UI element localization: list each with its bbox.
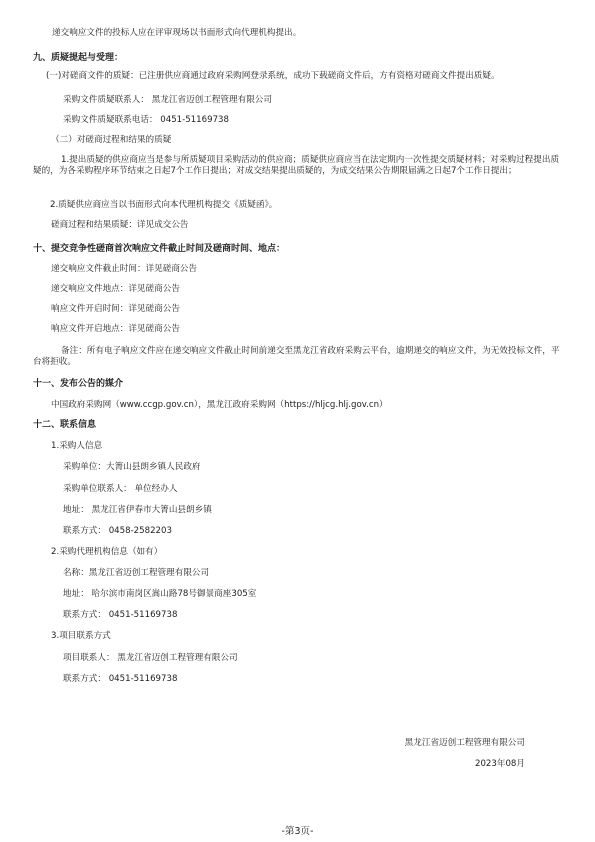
buyer-contact: 采购单位联系人： 单位经办人 — [63, 484, 178, 494]
signature-date: 2023年08月 — [475, 759, 525, 769]
section9-para1: (一)对磋商文件的质疑：已注册供应商通过政府采购网登录系统，成功下载磋商文件后，方有资格对磋商文件提出质疑。 — [46, 71, 500, 81]
buyer-address: 地址： 黑龙江省伊春市大箐山县朗乡镇 — [63, 505, 212, 515]
section9-item2: 2.质疑供应商应当以书面形式向本代理机构提交《质疑函》。 — [50, 200, 278, 210]
agency-phone: 联系方式： 0451-51169738 — [63, 610, 178, 620]
section10-open-time: 响应文件开启时间：详见磋商公告 — [51, 304, 180, 314]
section10-deadline: 递交响应文件截止时间：详见磋商公告 — [51, 264, 198, 274]
section11-media: 中国政府采购网（www.ccgp.gov.cn），黑龙江政府采购网（https://hljcg.hlj.gov.cn） — [51, 400, 388, 410]
buyer-unit: 采购单位：大箐山县朗乡镇人民政府 — [63, 462, 201, 472]
section10-submit-place: 递交响应文件地点：详见磋商公告 — [51, 284, 180, 294]
section12-sub1: 1.采购人信息 — [51, 441, 103, 451]
agency-name: 名称：黑龙江省迈创工程管理有限公司 — [63, 568, 210, 578]
buyer-phone: 联系方式： 0458-2582203 — [63, 526, 172, 536]
section9-para2: （二）对磋商过程和结果的质疑 — [51, 135, 172, 145]
section11-heading: 十一、发布公告的媒介 — [33, 379, 124, 389]
project-contact: 项目联系人： 黑龙江省迈创工程管理有限公司 — [63, 653, 238, 663]
section12-sub2: 2.采购代理机构信息（如有） — [51, 547, 163, 557]
signature-company: 黑龙江省迈创工程管理有限公司 — [404, 738, 525, 748]
section10-heading: 十、提交竞争性磋商首次响应文件截止时间及磋商时间、地点： — [33, 244, 286, 254]
agency-address: 地址： 哈尔滨市南岗区嵩山路78号御景商座305室 — [63, 589, 257, 599]
section12-sub3: 3.项目联系方式 — [51, 631, 111, 641]
page-number: -第3页- — [281, 826, 314, 837]
section10-note: 备注：所有电子响应文件应在递交响应文件截止时间前递交至黑龙江省政府采购云平台，逾期递交的响应文件，为无效投标文件，平台将拒收。 — [33, 346, 560, 367]
section9-contact-phone: 采购文件质疑联系电话： 0451-51169738 — [63, 115, 229, 125]
section9-contact-name: 采购文件质疑联系人： 黑龙江省迈创工程管理有限公司 — [63, 95, 272, 105]
intro-text: 递交响应文件的投标人应在评审现场以书面形式向代理机构提出。 — [52, 28, 302, 38]
section9-heading: 九、质疑提起与受理： — [33, 53, 124, 63]
section9-result-contact: 磋商过程和结果质疑：详见成交公告 — [51, 220, 189, 230]
section12-heading: 十二、联系信息 — [33, 420, 97, 430]
section10-open-place: 响应文件开启地点：详见磋商公告 — [51, 324, 180, 334]
project-phone: 联系方式： 0451-51169738 — [63, 674, 178, 684]
section9-item1: 1.提出质疑的供应商应当是参与所质疑项目采购活动的供应商；质疑供应商应当在法定期内一次性提交质疑材料；对采购过程提出质疑的，为各采购程序环节结束之日起7个工作日提出；对成交结果提出质疑的，为成交结果公告期限届满之日起7个工作日提出； — [33, 155, 560, 176]
